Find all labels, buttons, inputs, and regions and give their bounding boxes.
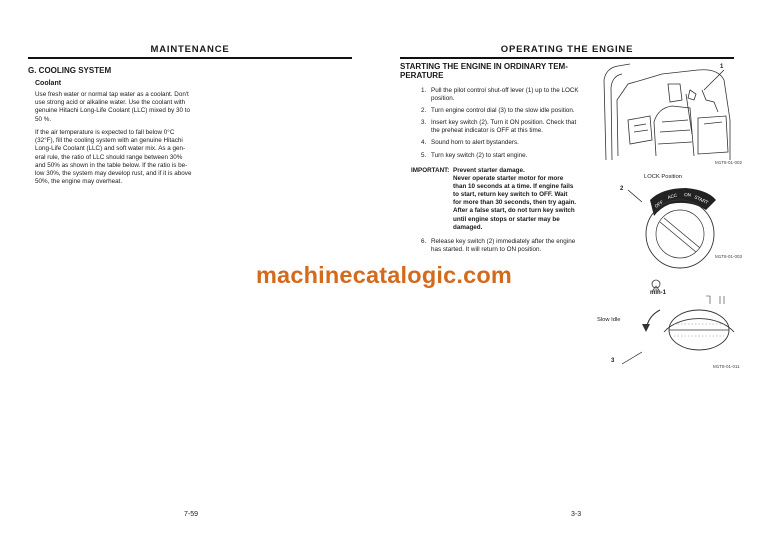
hare-icon	[706, 296, 724, 304]
right-header-rule	[400, 57, 734, 59]
key-ring-start: START	[693, 194, 709, 206]
step-number: 4.	[421, 139, 427, 147]
paragraph-line: If the air temperature is expected to fall below 0°C	[35, 129, 175, 136]
key-ring-acc: ACC	[666, 192, 678, 200]
left-page-header: MAINTENANCE	[150, 44, 230, 55]
step-line: Pull the pilot control shut-off lever (1) up to the LOCK	[431, 87, 579, 94]
important-line: for more than 30 seconds, then try again.	[453, 199, 577, 207]
right-page-number: 3-3	[571, 511, 582, 518]
callout-leader-1	[704, 70, 724, 90]
paragraph-line: eral rule, the ratio of LLC should range between 30%	[35, 153, 183, 161]
step-number: 6.	[421, 238, 427, 245]
step-item	[421, 152, 601, 160]
key-switch-figure	[620, 178, 730, 260]
important-line: to start, return key switch to OFF. Wait	[453, 191, 568, 199]
step-line: Sound horn to alert bystanders.	[431, 139, 519, 147]
key-ring-on: ON	[683, 192, 692, 198]
step-line: Insert key switch (2). Turn it ON position. Check that	[431, 119, 577, 127]
coolant-paragraph-2	[35, 129, 235, 186]
callout-leader-3	[622, 352, 642, 364]
step-line: Release key switch (2) immediately after the engine	[431, 238, 576, 245]
important-line: damaged.	[453, 223, 483, 231]
important-body	[453, 167, 593, 232]
important-line: After a false start, do not turn key switch	[453, 207, 575, 215]
callout-leader-2	[628, 190, 642, 202]
left-page-number: 7-59	[184, 511, 199, 518]
callout-3: 3	[611, 358, 615, 364]
paragraph-line: low 30%, the system may develop rust, and if it is above	[35, 170, 192, 178]
important-line: Prevent starter damage.	[453, 167, 525, 174]
step-number: 1.	[421, 87, 427, 94]
title-line: STARTING THE ENGINE IN ORDINARY TEM-	[400, 62, 568, 71]
important-notice	[411, 167, 601, 237]
paragraph-line: 50 %.	[35, 115, 52, 123]
step-number: 2.	[421, 107, 427, 115]
step-line: the preheat indicator is OFF at this time.	[431, 127, 543, 135]
step-line: has started. It will return to ON position.	[431, 246, 542, 254]
key-figure-caption: M1T8-01-003	[715, 254, 743, 259]
dial-figure-caption: M1T8-01-011	[713, 364, 740, 369]
paragraph-line: use strong acid or alkaline water. Use the coolant with	[35, 99, 186, 107]
important-line: Never operate starter motor for more	[453, 175, 564, 183]
lock-position-label: LOCK Position	[644, 174, 683, 180]
key-blade	[660, 218, 700, 252]
engine-dial-figure	[602, 272, 742, 370]
dial-min-label: min-1	[650, 290, 667, 296]
callout-2: 2	[620, 186, 624, 192]
left-header-rule	[28, 57, 352, 59]
step-item	[421, 87, 601, 103]
site-watermark: machinecatalogic.com	[255, 262, 513, 288]
paragraph-line: and 50% as shown in the table below. If the ratio is be-	[35, 161, 188, 169]
rpm-icon	[652, 280, 660, 288]
callout-1: 1	[720, 64, 724, 70]
paragraph-line: (32°F), fill the cooling system with an genuine Hitachi	[35, 137, 183, 145]
paragraph-line: genuine Hitachi Long-Life Coolant (LLC) mixed by 30 to	[35, 107, 191, 115]
step-item	[421, 119, 601, 135]
step-number: 3.	[421, 119, 427, 127]
title-line: PERATURE	[400, 71, 444, 80]
paragraph-line: Long-Life Coolant (LLC) and soft water mix. As a gen-	[35, 145, 186, 153]
step-line: Turn engine control dial (3) to the slow idle position.	[431, 107, 575, 115]
coolant-paragraph-1	[35, 91, 235, 124]
release-step-list	[421, 238, 601, 258]
cab-figure-caption: M1T8-01-002	[715, 160, 743, 165]
important-line: until engine stops or starter may be	[453, 215, 560, 223]
starting-engine-title	[400, 62, 568, 80]
cab-interior-figure	[598, 60, 740, 162]
rotation-arrowhead	[642, 324, 650, 332]
slow-idle-label: Slow Idle	[597, 317, 621, 323]
step-line: position.	[431, 95, 455, 103]
key-switch-inner	[656, 210, 704, 258]
coolant-subtitle: Coolant	[35, 80, 62, 87]
step-item	[421, 238, 601, 254]
cooling-system-title: G. COOLING SYSTEM	[28, 66, 112, 75]
paragraph-line: Use fresh water or normal tap water as a coolant. Don't	[35, 91, 189, 98]
paragraph-line: 50%, the engine may overheat.	[35, 178, 123, 186]
important-label: IMPORTANT:	[411, 167, 450, 174]
key-ring-off: OFF	[653, 199, 665, 209]
right-page-header: OPERATING THE ENGINE	[500, 44, 634, 55]
step-line: Turn key switch (2) to start engine.	[431, 151, 528, 159]
important-line: than 10 seconds at a time. If engine fails	[453, 183, 574, 191]
step-number: 5.	[421, 151, 427, 159]
step-item	[421, 107, 601, 115]
step-item	[421, 139, 601, 147]
start-steps-list	[421, 87, 601, 164]
